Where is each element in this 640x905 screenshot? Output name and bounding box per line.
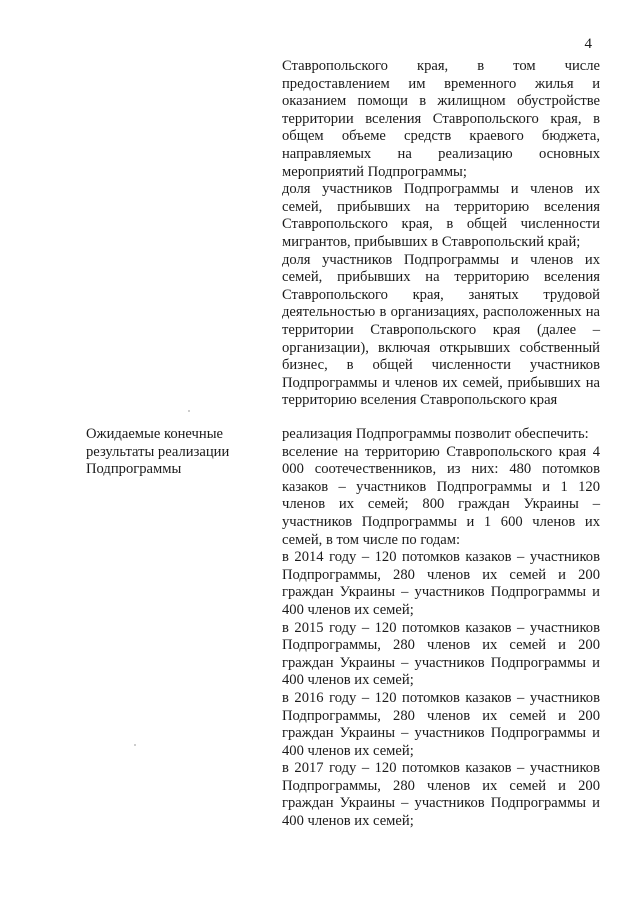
scan-speck [134, 744, 136, 746]
expected-results-label-cell [86, 426, 266, 479]
paragraph: доля участников Подпрограммы и членов их семей, прибывших на территорию вселения Ставропольского края, в общей численности мигрантов, прибывших в Ставропольский край; [282, 181, 600, 250]
paragraph: в 2015 году – 120 потомков казаков – участников Подпрограммы, 280 членов их семей и 200 граждан Украины – участников Подпрограммы и 400 членов их семей; [282, 619, 600, 689]
scan-speck [188, 410, 190, 412]
paragraph: вселение на территорию Ставропольского края 4 000 соотечественников, из них: 480 потомков казаков – участников Подпрограммы и 1 120 членов их семей; 800 граждан Украины – участников Подпрограммы и 1 600 членов их семей, в том числе по годам: [282, 443, 600, 548]
paragraph: реализация Подпрограммы позволит обеспечить: [282, 426, 589, 442]
page-number: 4 [584, 36, 592, 52]
expected-results-text-block [282, 426, 600, 831]
paragraph: доля участников Подпрограммы и членов их семей, прибывших на территорию вселения Ставропольского края, занятых трудовой деятельностью в организациях, расположенных на территории Ставропольского края (далее – организации), включая открывших собственный бизнес, в общей численности участников Подпрограммы и членов их семей, прибывших на территорию вселения Ставропольского края [282, 251, 600, 409]
top-text-block [282, 58, 600, 410]
paragraph: в 2017 году – 120 потомков казаков – участников Подпрограммы, 280 членов их семей и 200 граждан Украины – участников Подпрограммы и 400 членов их семей; [282, 760, 600, 830]
expected-results-label: Ожидаемые конечные результаты реализации Подпрограммы [86, 426, 230, 478]
paragraph: в 2014 году – 120 потомков казаков – участников Подпрограммы, 280 членов их семей и 200 граждан Украины – участников Подпрограммы и 400 членов их семей; [282, 549, 600, 618]
paragraph: Ставропольского края, в том числе предоставлением им временного жилья и оказанием помощи в жилищном обустройстве территории вселения Ставропольского края, в общем объеме средств краевого бюджета, направляемых на реализацию основных мероприятий Подпрограммы; [282, 58, 600, 180]
paragraph: в 2016 году – 120 потомков казаков – участников Подпрограммы, 280 членов их семей и 200 граждан Украины – участников Подпрограммы и 400 членов их семей; [282, 689, 600, 759]
